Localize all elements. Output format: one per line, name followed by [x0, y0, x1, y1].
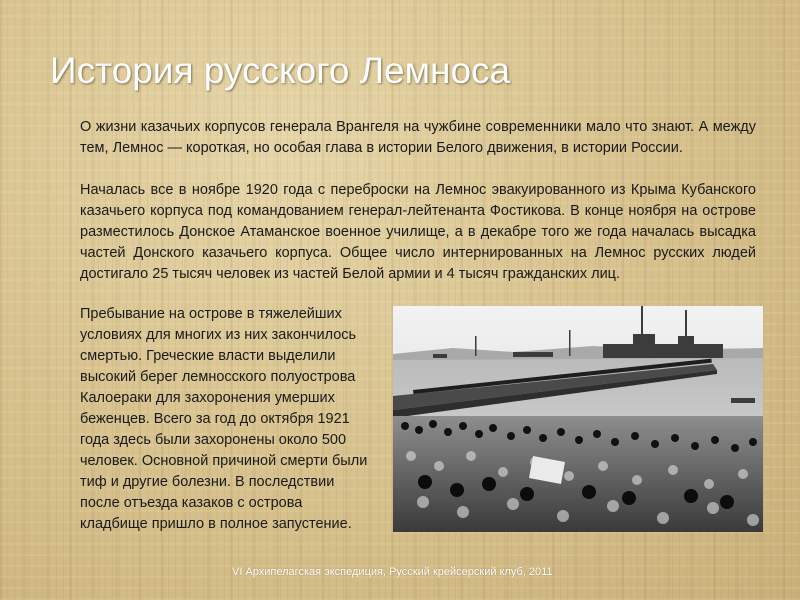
paragraph-cemetery: Пребывание на острове в тяжелейших условиях для многих из них закончилось смертью. Греческие власти выделили высокий берег лемносского полуострова Калоераки для захоронения умерших беженцев. Всего за год до октября 1921 года здесь были захоронены около 500 человек. Основной причиной смерти были тиф и другие болезни. В последствии после отъезда казаков с острова кладбище пришло в полное запустение. — [80, 306, 368, 532]
paragraph-intro: О жизни казачьих корпусов генерала Врангеля на чужбине современники мало что знают. А между тем, Лемнос — короткая, но особая глава в истории Белого движения, в истории России. — [80, 119, 756, 156]
paragraph-history: Началась все в ноябре 1920 года с переброски на Лемнос эвакуированного из Крыма Кубанского казачьего корпуса под командованием генерал-лейтенанта Фостикова. В конце ноября на острове разместилось Донское Атаманское военное училище, а в декабре того же года началась высадка частей Донского казачьего корпуса. Общее число интернированных на Лемнос русских людей достигало 25 тысяч человек из частей Белой армии и 4 тысяч гражданских лиц. — [80, 182, 756, 282]
historical-photo — [393, 306, 763, 532]
harbor-crowd-photo-icon — [393, 306, 763, 532]
footer-credit: VI Архипелагская экспедиция, Русский крейсерский клуб, 2011 — [232, 566, 553, 578]
slide-title: История русского Лемноса — [50, 50, 511, 91]
